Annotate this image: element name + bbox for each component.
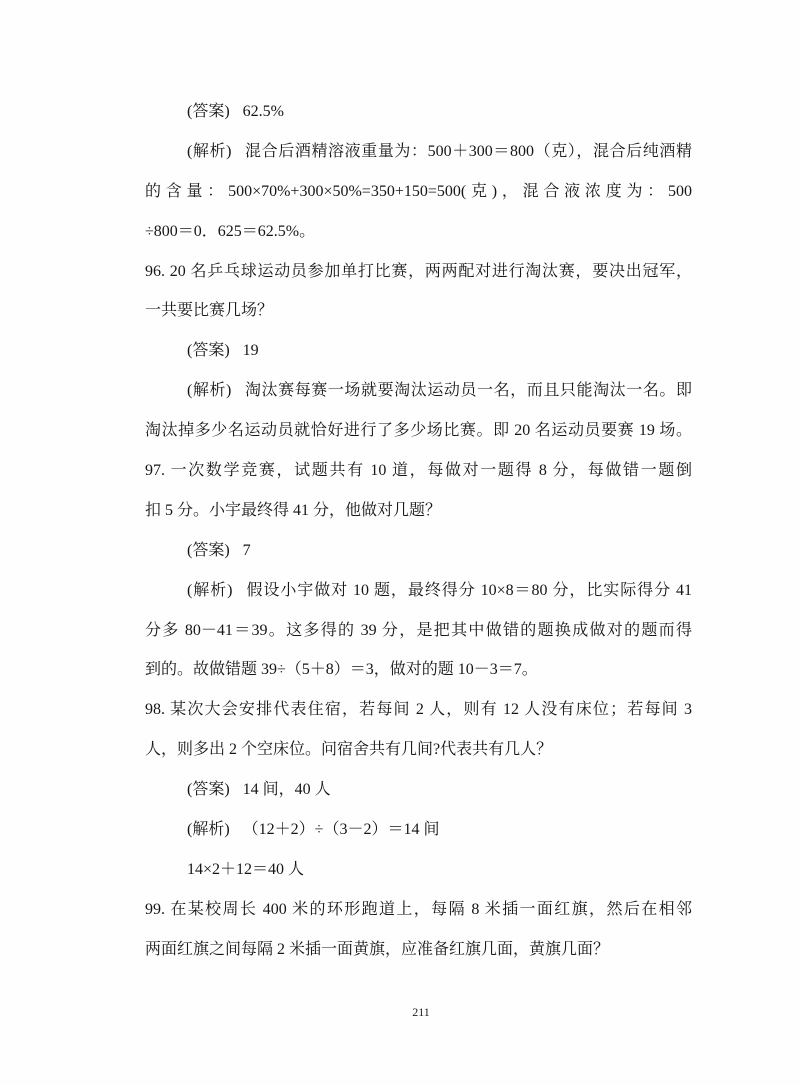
answer-label: (答案) [187, 342, 230, 360]
q97-analysis-line: 到的。故做错题 39÷（5＋8）＝3，做对的题 10－3＝7。 [145, 661, 538, 679]
q95-analysis-line: 的含量：500×70%+300×50%=350+150=500(克)，混合液浓度为：500 [145, 182, 692, 200]
q98-analysis-line [145, 810, 692, 850]
q96-analysis-text: 淘汰赛每赛一场就要淘汰运动员一名，而且只能淘汰一名。即 [244, 382, 692, 400]
analysis-label: (解析) [187, 821, 230, 839]
analysis-label: (解析) [187, 581, 233, 599]
q97-question-line: 97. 一次数学竞赛，试题共有 10 道，每做对一题得 8 分，每做错一题倒 [145, 462, 692, 480]
q96-answer [145, 331, 692, 371]
q98-analysis-text: （12＋2）÷（3－2）＝14 间 [242, 821, 440, 839]
q96-analysis-line [145, 371, 692, 411]
q97-analysis-line [145, 571, 692, 611]
q95-analysis-line [145, 132, 692, 172]
q97-analysis-line: 分多 80－41＝39。这多得的 39 分，是把其中做错的题换成做对的题而得 [145, 621, 692, 639]
q97-answer [145, 531, 692, 571]
q97-answer-value: 7 [242, 541, 251, 559]
q95-analysis-line: ÷800＝0．625＝62.5%。 [145, 222, 316, 240]
q96-question-line: 一共要比赛几场？ [145, 302, 274, 320]
analysis-label: (解析) [187, 142, 232, 160]
q98-question-line: 人，则多出 2 个空床位。问宿舍共有几间?代表共有几人？ [145, 741, 553, 759]
q95-analysis-text: 混合后酒精溶液重量为：500＋300＝800（克），混合后纯酒精 [244, 142, 692, 160]
q97-question-line: 扣 5 分。小宇最终得 41 分，他做对几题？ [145, 501, 442, 519]
q99-question-line: 两面红旗之间每隔 2 米插一面黄旗，应准备红旗几面，黄旗几面？ [145, 940, 610, 958]
q96-answer-value: 19 [242, 342, 259, 360]
q98-question-line: 98. 某次大会安排代表住宿，若每间 2 人，则有 12 人没有床位；若每间 3 [145, 701, 692, 719]
q95-answer [145, 92, 692, 132]
q98-analysis-line: 14×2＋12＝40 人 [187, 860, 305, 878]
answer-label: (答案) [187, 103, 230, 120]
q97-analysis-text: 假设小宇做对 10 题，最终得分 10×8＝80 分，比实际得分 41 [245, 581, 692, 599]
q95-answer-value: 62.5% [242, 103, 284, 120]
analysis-label: (解析) [187, 382, 232, 400]
answer-label: (答案) [187, 781, 230, 799]
q96-analysis-line: 淘汰掉多少名运动员就恰好进行了多少场比赛。即 20 名运动员要赛 19 场。 [145, 422, 692, 440]
q96-question-line: 96. 20 名乒乓球运动员参加单打比赛，两两配对进行淘汰赛，要决出冠军， [145, 262, 692, 280]
text-body [145, 92, 692, 970]
q98-answer [145, 770, 692, 810]
q98-answer-value: 14 间，40 人 [242, 781, 331, 799]
q99-question-line: 99. 在某校周长 400 米的环形跑道上，每隔 8 米插一面红旗，然后在相邻 [145, 900, 692, 918]
answer-label: (答案) [187, 541, 230, 559]
page-number: 211 [412, 1005, 430, 1019]
